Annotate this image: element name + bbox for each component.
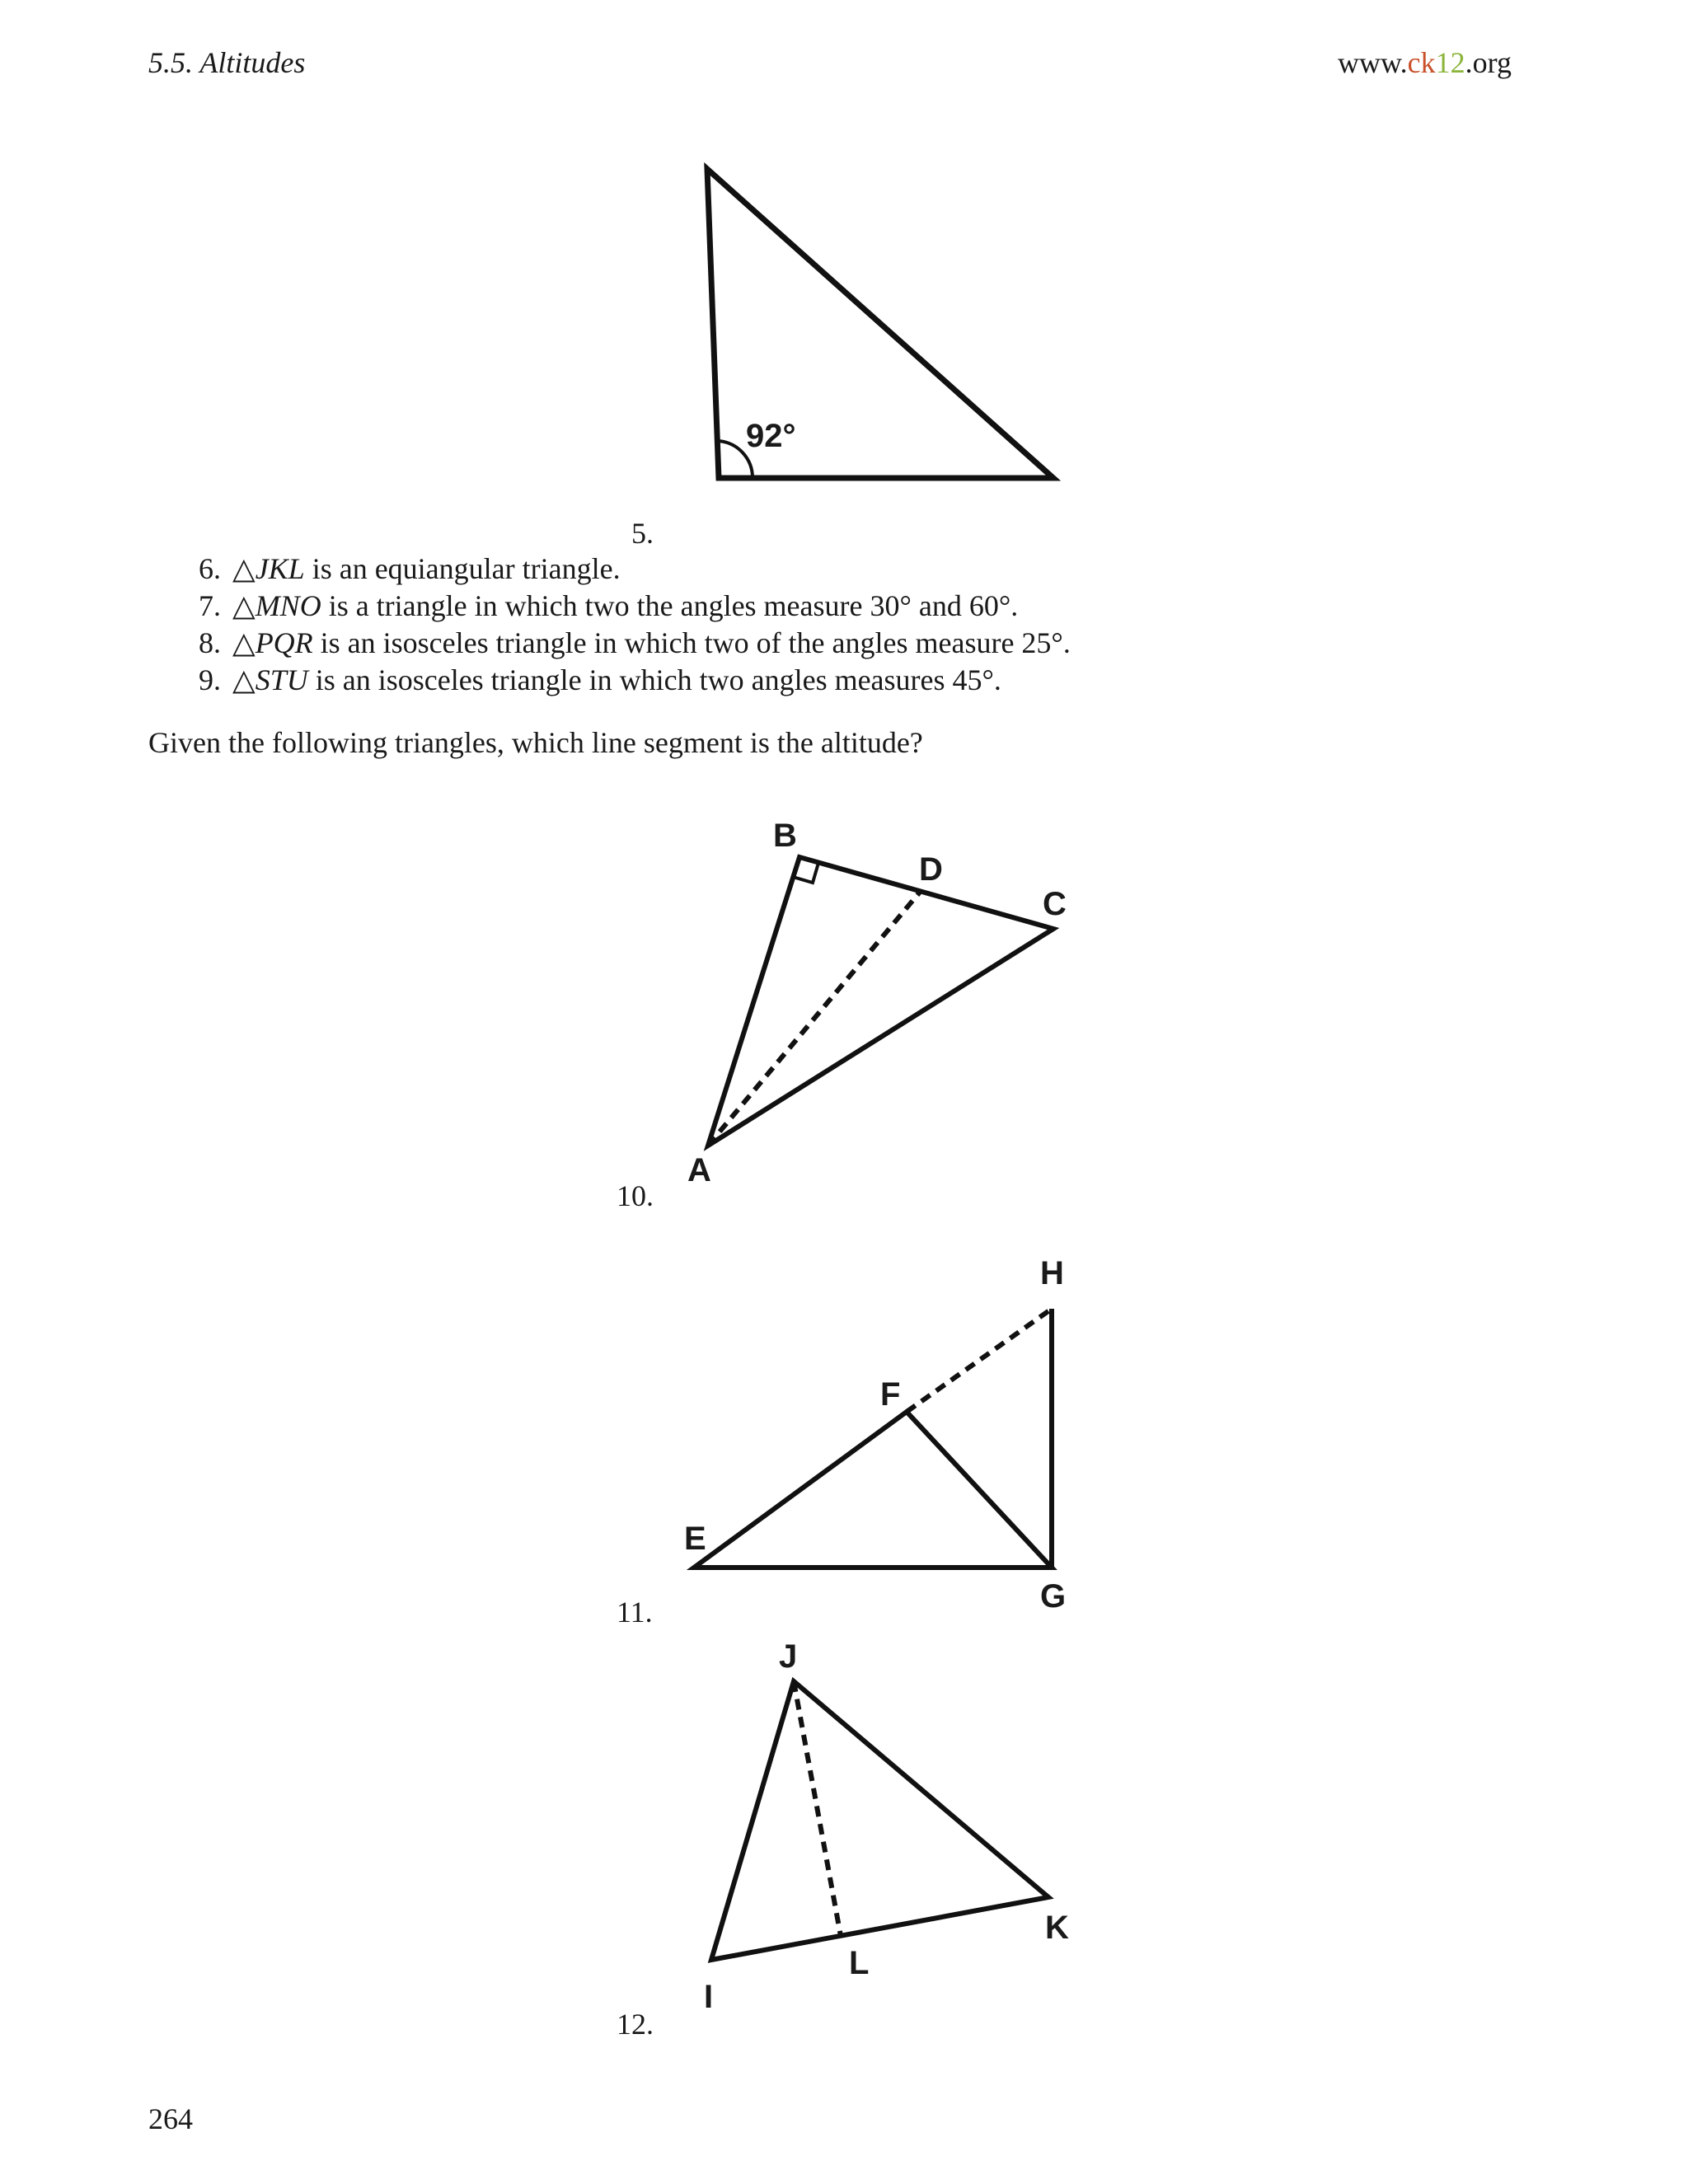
vertex-label-i: I [704, 1979, 714, 2015]
triangle-name: PQR [255, 626, 313, 659]
vertex-label-g: G [1040, 1578, 1067, 1615]
site-url-ck: ck [1407, 46, 1436, 79]
problem-item-8 [181, 625, 1071, 662]
triangle-abc [708, 857, 1053, 1146]
angle-label-92: 92° [746, 418, 796, 454]
problem-item-6 [181, 551, 1071, 588]
triangle-ijk [711, 1681, 1048, 1960]
site-url[interactable] [1338, 45, 1512, 80]
site-url-suffix: .org [1465, 46, 1512, 79]
problem-number: 9. [199, 663, 221, 696]
vertex-label-f: F [880, 1376, 901, 1413]
triangle-11-figure [684, 1255, 1066, 1615]
problem-number: 7. [199, 589, 221, 622]
triangle-symbol: △ [232, 589, 256, 622]
triangle-12-figure [704, 1638, 1069, 2015]
site-url-num: 12 [1435, 46, 1465, 79]
problem-5-number: 5. [631, 517, 654, 550]
problem-list [181, 551, 1071, 699]
segment-ad-dashed [708, 890, 921, 1146]
triangle-5 [707, 169, 1053, 478]
vertex-label-e: E [684, 1521, 706, 1557]
triangle-name: MNO [255, 589, 321, 622]
right-angle-mark-b [793, 863, 818, 883]
segment-jl-dashed [794, 1681, 841, 1936]
vertex-label-d: D [919, 851, 943, 888]
problem-text: is an isosceles triangle in which two angles measures 45°. [307, 663, 1001, 696]
vertex-label-c: C [1043, 886, 1067, 922]
question-text: Given the following triangles, which line segment is the altitude? [148, 726, 923, 759]
triangle-name: STU [255, 663, 308, 696]
triangle-symbol: △ [232, 663, 256, 696]
triangle-symbol: △ [232, 552, 256, 585]
vertex-label-h: H [1040, 1255, 1064, 1291]
problem-item-9 [181, 662, 1071, 699]
problem-12-number: 12. [617, 2008, 654, 2041]
problem-item-7 [181, 588, 1071, 625]
triangle-symbol: △ [232, 626, 256, 659]
section-header: 5.5. Altitudes [148, 46, 306, 79]
vertex-label-b: B [773, 818, 797, 854]
problem-number: 8. [199, 626, 221, 659]
problem-11-number: 11. [617, 1596, 653, 1629]
vertex-label-l: L [849, 1945, 870, 1981]
site-url-prefix: www. [1338, 46, 1408, 79]
page-number: 264 [148, 2102, 193, 2135]
problem-text: is a triangle in which two the angles measure 30° and 60°. [321, 589, 1019, 622]
vertex-label-j: J [779, 1638, 798, 1675]
problem-10-number: 10. [617, 1179, 654, 1212]
triangle-name: JKL [255, 552, 305, 585]
triangle-10-figure [687, 818, 1067, 1188]
problem-number: 6. [199, 552, 221, 585]
vertex-label-k: K [1045, 1910, 1069, 1946]
triangle-efg [694, 1412, 1052, 1568]
angle-arc [719, 441, 753, 478]
problem-text: is an equiangular triangle. [304, 552, 621, 585]
vertex-label-a: A [687, 1152, 711, 1188]
problem-text: is an isosceles triangle in which two of the angles measure 25°. [312, 626, 1071, 659]
segment-fh-dashed [907, 1309, 1052, 1412]
triangle-5-figure [707, 169, 1053, 478]
